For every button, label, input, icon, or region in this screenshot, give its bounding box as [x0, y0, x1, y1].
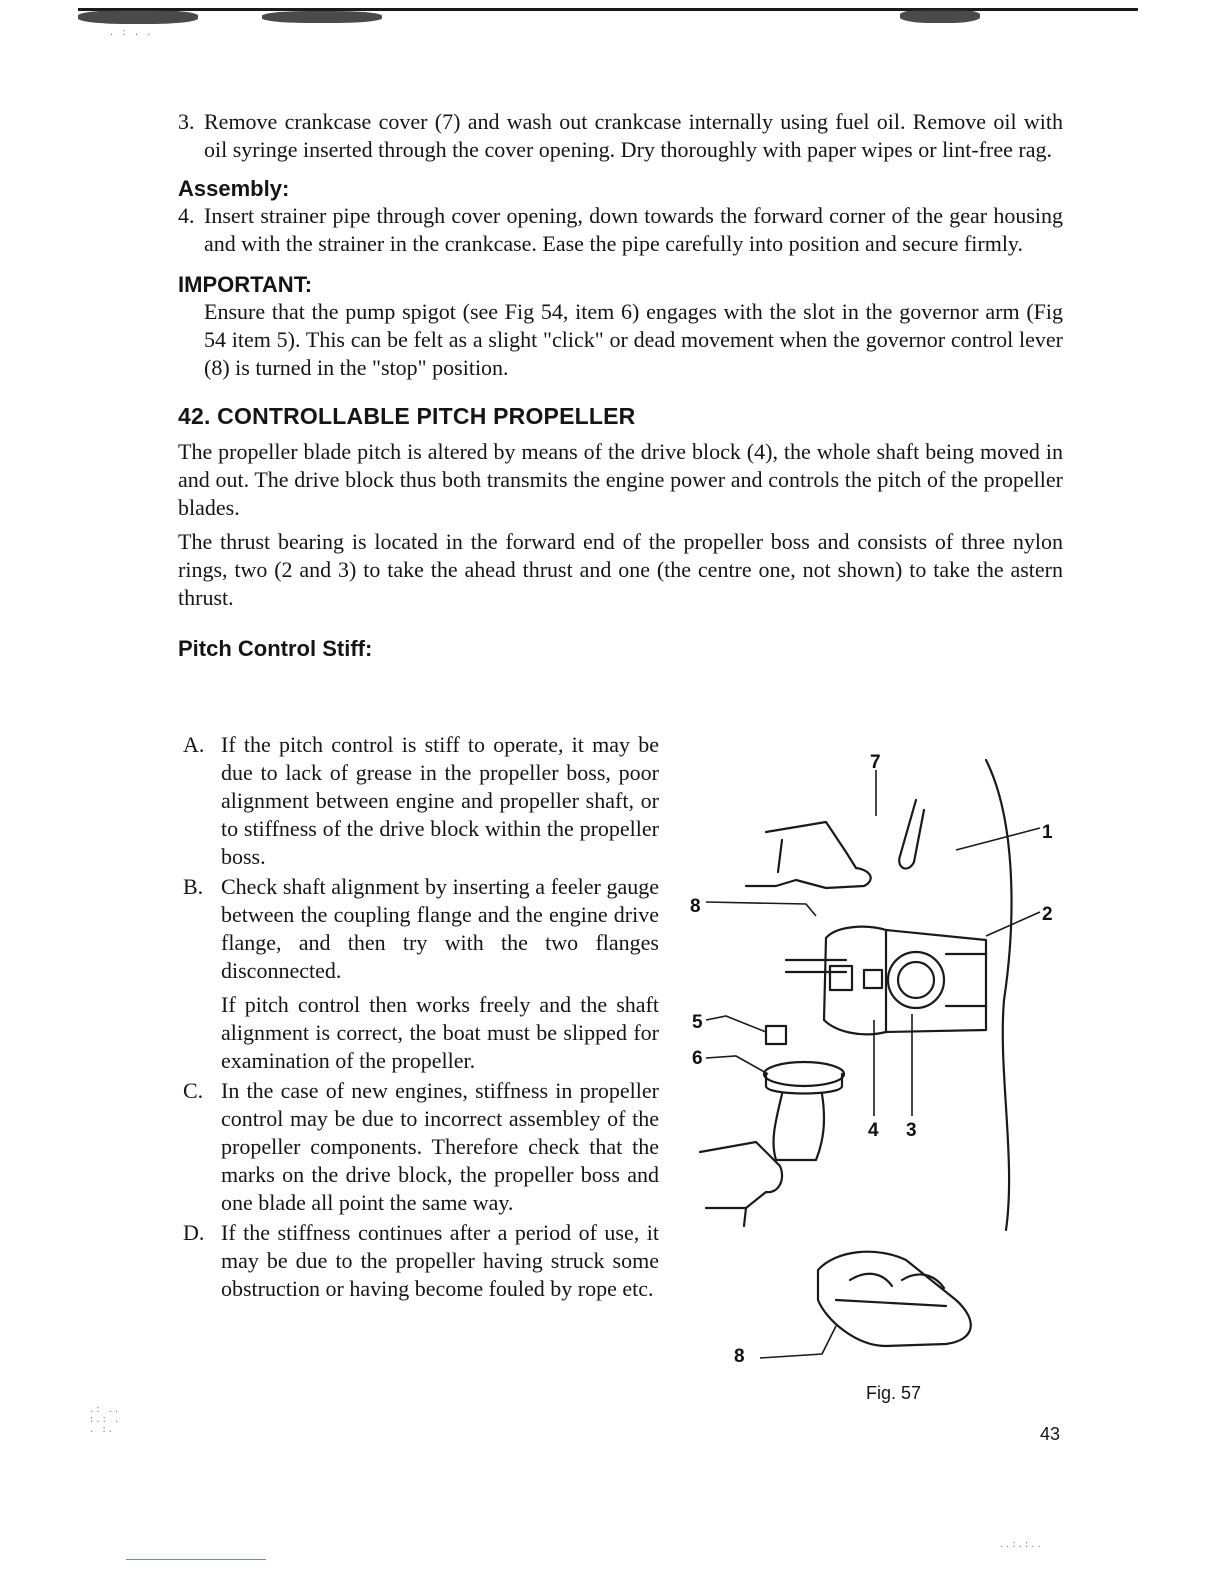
scan-smudge — [78, 10, 198, 24]
item-letter: A. — [183, 732, 205, 757]
scan-smudge — [262, 11, 382, 23]
list-item-continuation: If pitch control then works freely and the shaft alignment is correct, the boat must be slipped for examination of the propeller. — [221, 992, 659, 1073]
pitch-control-list — [183, 731, 659, 1303]
item-letter: C. — [183, 1078, 204, 1103]
callout-4: 4 — [868, 1120, 879, 1141]
section-para-1: The propeller blade pitch is altered by means of the drive block (4), the whole shaft being moved in and out. The drive block thus both transmits the engine power and controls the pitch of the propeller blades. — [178, 439, 1063, 520]
pitch-control-heading: Pitch Control Stiff: — [178, 636, 373, 661]
propeller-diagram — [686, 740, 1066, 1380]
item-text: If the stiffness continues after a period of use, it may be due to the propeller having struck some obstruction or having become fouled by rope etc. — [221, 1220, 659, 1301]
section-para-2: The thrust bearing is located in the forward end of the propeller boss and consists of three nylon rings, two (2 and 3) to take the ahead thrust and one (the centre one, not shown) to take the astern thrust. — [178, 529, 1063, 610]
grease-cup-rim — [764, 1062, 844, 1086]
scan-smudge — [900, 9, 980, 23]
bracket-part — [818, 1252, 971, 1346]
step-number: 3. — [178, 109, 195, 134]
boss-outline — [986, 760, 1011, 1230]
item-text: Check shaft alignment by inserting a feeler gauge between the coupling flange and the engine drive flange, and then try with the two flanges disconnected. — [221, 874, 659, 983]
item-text: In the case of new engines, stiffness in propeller control may be due to incorrect assembley of the propeller components. Therefore check that the marks on the drive block, the propeller boss and one blade all point the same way. — [221, 1078, 659, 1215]
item-letter: B. — [183, 874, 204, 899]
item-text: If the pitch control is stiff to operate, it may be due to lack of grease in the propeller boss, poor alignment between engine and propeller shaft, or to stiffness of the drive block within the propeller boss. — [221, 732, 659, 869]
callout-1: 1 — [1042, 822, 1053, 843]
step-3 — [178, 108, 1063, 164]
item-letter: D. — [183, 1220, 205, 1245]
upper-hand — [746, 822, 871, 888]
callout-5: 5 — [692, 1012, 703, 1033]
step-text: Insert strainer pipe through cover opening, down towards the forward corner of the gear housing and with the strainer in the crankcase. Ease the pipe carefully into position and secure firmly. — [204, 203, 1063, 256]
footnote-rule — [126, 1559, 266, 1560]
scan-edge-line — [78, 8, 1138, 11]
shaft-housing — [824, 927, 986, 1035]
scan-specks: .: .. :.: . . :. — [90, 1404, 122, 1435]
step-number: 4. — [178, 203, 195, 228]
important-heading: IMPORTANT: — [178, 272, 313, 297]
list-item — [183, 873, 659, 985]
figure-caption: Fig. 57 — [866, 1383, 922, 1403]
callout-6: 6 — [692, 1048, 703, 1069]
step-text: Remove crankcase cover (7) and wash out crankcase internally using fuel oil. Remove oil with oil syringe inserted through the cover opening. Dry thoroughly with paper wipes or lint-free rag. — [204, 109, 1063, 162]
scan-specks: ..:.:.. — [1000, 1539, 1044, 1550]
callout-2: 2 — [1042, 904, 1053, 925]
list-item — [183, 731, 659, 871]
callout-8: 8 — [734, 1346, 745, 1367]
callout-3: 3 — [906, 1120, 917, 1141]
tool-blade — [899, 800, 924, 869]
important-text: Ensure that the pump spigot (see Fig 54, item 6) engages with the slot in the governor arm (Fig 54 item 5). This can be felt as a slight "click" or dead movement when the governor control lever (8) is turned in the "stop" position. — [204, 299, 1063, 380]
assembly-heading: Assembly: — [178, 176, 290, 201]
step-4 — [178, 202, 1063, 258]
main-content — [178, 108, 1063, 662]
list-item — [183, 1077, 659, 1217]
callout-8: 8 — [690, 896, 701, 917]
figure-57 — [686, 740, 1066, 1380]
callout-7: 7 — [870, 752, 881, 773]
drive-block — [766, 1026, 786, 1044]
list-item — [183, 1219, 659, 1303]
lower-hand — [700, 1142, 782, 1208]
page-number: 43 — [1040, 1424, 1061, 1444]
scan-specks: . : . . — [110, 27, 154, 38]
section-title: 42. CONTROLLABLE PITCH PROPELLER — [178, 403, 636, 429]
